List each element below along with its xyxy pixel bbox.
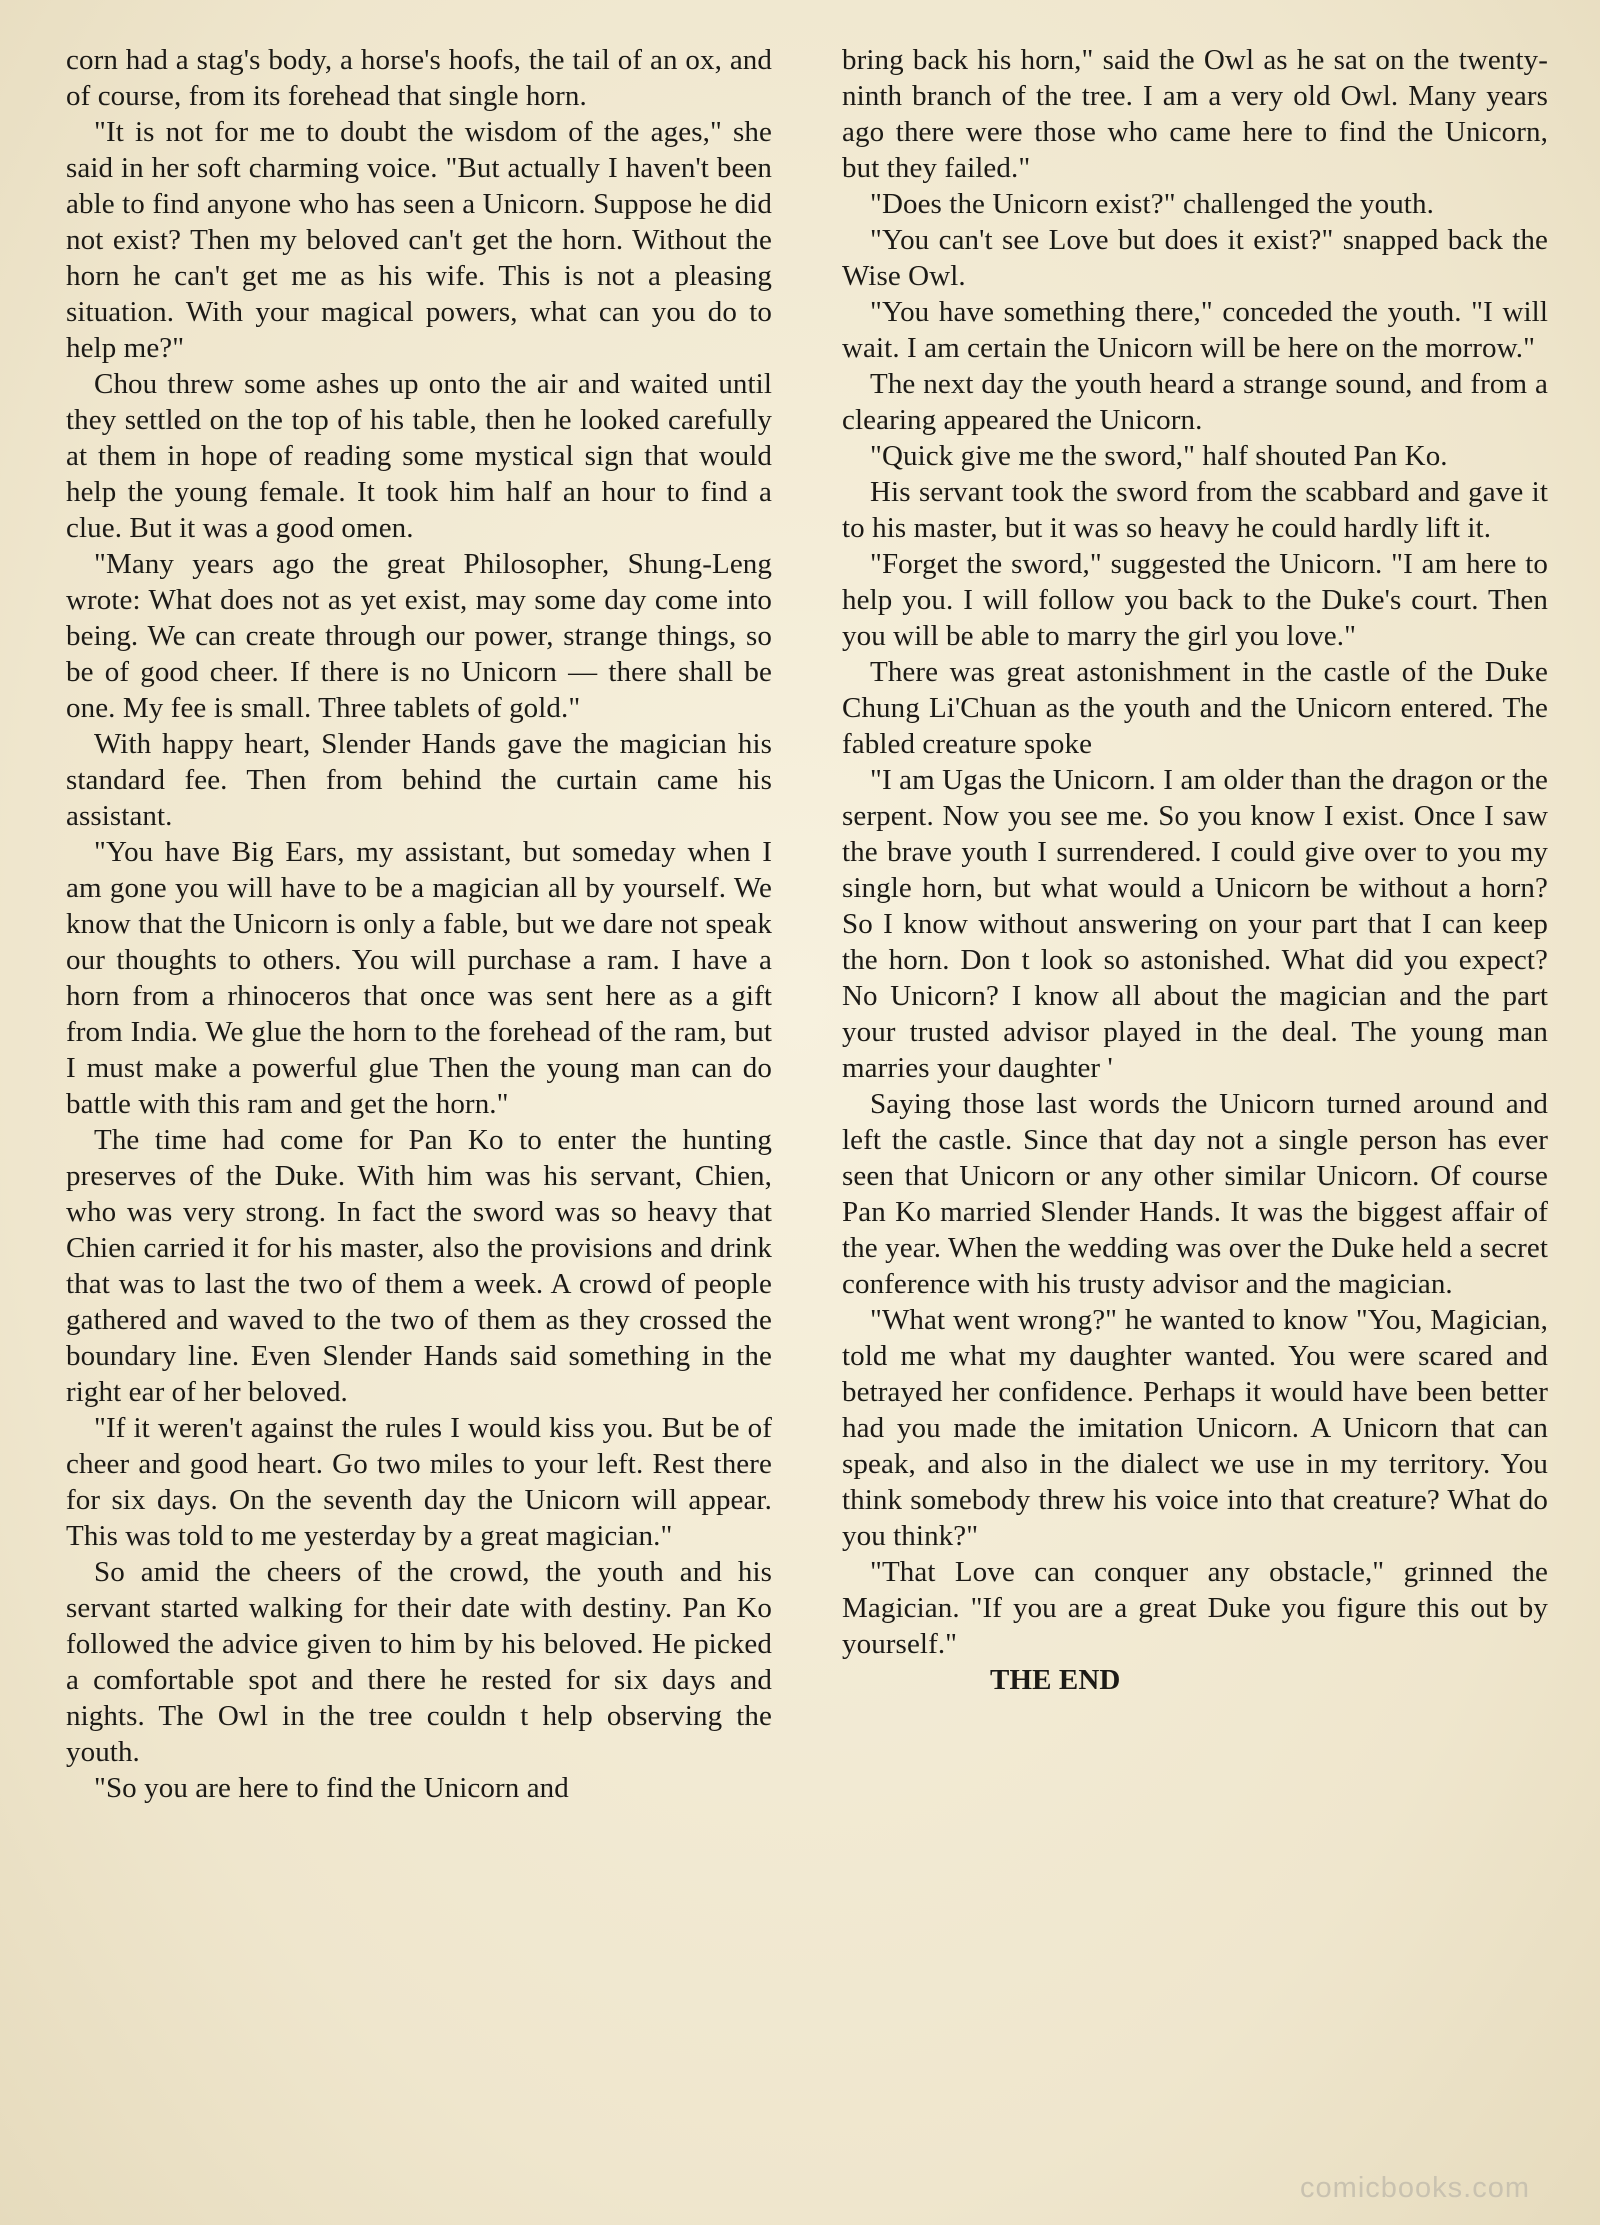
paragraph: There was great astonishment in the castle of the Duke Chung Li'Chuan as the youth and the Unicorn entered. The fabled creature spoke [842,656,1548,760]
paragraph: "That Love can conquer any obstacle," grinned the Magician. "If you are a great Duke you figure this out by yourself." [842,1556,1548,1660]
paragraph: "You can't see Love but does it exist?" snapped back the Wise Owl. [842,224,1548,292]
paragraph: "If it weren't against the rules I would kiss you. But be of cheer and good heart. Go two miles to your left. Rest there for six days. On the seventh day the Unicorn will appear. This was told to me yesterday by a great magician." [66,1412,772,1552]
paragraph: bring back his horn," said the Owl as he sat on the twenty-ninth branch of the tree. I am a very old Owl. Many years ago there were those who came here to find the Unicorn, but they failed." [842,44,1548,184]
paragraph: "What went wrong?" he wanted to know "You, Magician, told me what my daughter wanted. You were scared and betrayed her confidence. Perhaps it would have been better had you made the imitation Unicorn. A Unicorn that can speak, and also in the dialect we use in my territory. You think somebody threw his voice into that creature? What do you think?" [842,1304,1548,1552]
right-text-column [842,42,1548,1698]
paragraph: "Forget the sword," suggested the Unicorn. "I am here to help you. I will follow you back to the Duke's court. Then you will be able to marry the girl you love." [842,548,1548,652]
paragraph: "Many years ago the great Philosopher, Shung-Leng wrote: What does not as yet exist, may some day come into being. We can create through our power, strange things, so be of good cheer. If there is no Unicorn — there shall be one. My fee is small. Three tablets of gold." [66,548,772,724]
paragraph: So amid the cheers of the crowd, the youth and his servant started walking for their date with destiny. Pan Ko followed the advice given to him by his beloved. He picked a comfortable spot and there he rested for six days and nights. The Owl in the tree couldn t help observing the youth. [66,1556,772,1768]
paragraph: The next day the youth heard a strange sound, and from a clearing appeared the Unicorn. [842,368,1548,436]
left-text-column [66,42,772,1806]
paragraph: corn had a stag's body, a horse's hoofs, the tail of an ox, and of course, from its forehead that single horn. [66,44,772,112]
paragraph: "I am Ugas the Unicorn. I am older than the dragon or the serpent. Now you see me. So you know I exist. Once I saw the brave youth I surrendered. I could give over to you my single horn, but what would a Unicorn be without a horn? So I know without answering on your part that I can keep the horn. Don t look so astonished. What did you expect? No Unicorn? I know all about the magician and the part your trusted advisor played in the deal. The young man marries your daughter ' [842,764,1548,1084]
paragraph: The time had come for Pan Ko to enter the hunting preserves of the Duke. With him was his servant, Chien, who was very strong. In fact the sword was so heavy that Chien carried it for his master, also the provisions and drink that was to last the two of them a week. A crowd of people gathered and waved to the two of them as they crossed the boundary line. Even Slender Hands said something in the right ear of her beloved. [66,1124,772,1408]
paragraph: With happy heart, Slender Hands gave the magician his standard fee. Then from behind the curtain came his assistant. [66,728,772,832]
paragraph: "Quick give me the sword," half shouted Pan Ko. [870,440,1448,472]
paragraph: "Does the Unicorn exist?" challenged the youth. [870,188,1434,220]
paragraph: Chou threw some ashes up onto the air and waited until they settled on the top of his table, then he looked carefully at them in hope of reading some mystical sign that would help the young female. It took him half an hour to find a clue. But it was a good omen. [66,368,772,544]
paragraph: "You have something there," conceded the youth. "I will wait. I am certain the Unicorn will be here on the morrow." [842,296,1548,364]
paragraph: Saying those last words the Unicorn turned around and left the castle. Since that day not a single person has ever seen that Unicorn or any other similar Unicorn. Of course Pan Ko married Slender Hands. It was the biggest affair of the year. When the wedding was over the Duke held a secret conference with his trusty advisor and the magician. [842,1088,1548,1300]
paragraph: "So you are here to find the Unicorn and [94,1772,569,1804]
the-end-label: THE END [990,1664,1121,1696]
paragraph: "It is not for me to doubt the wisdom of the ages," she said in her soft charming voice. "But actually I haven't been able to find anyone who has seen a Unicorn. Suppose he did not exist? Then my beloved can't get the horn. Without the horn he can't get me as his wife. This is not a pleasing situation. With your magical powers, what can you do to help me?" [66,116,772,364]
paragraph: His servant took the sword from the scabbard and gave it to his master, but it was so heavy he could hardly lift it. [842,476,1548,544]
paragraph: "You have Big Ears, my assistant, but someday when I am gone you will have to be a magician all by yourself. We know that the Unicorn is only a fable, but we dare not speak our thoughts to others. You will purchase a ram. I have a horn from a rhinoceros that once was sent here as a gift from India. We glue the horn to the forehead of the ram, but I must make a powerful glue Then the young man can do battle with this ram and get the horn." [66,836,772,1120]
site-watermark: comicbooks.com [1300,2172,1530,2204]
